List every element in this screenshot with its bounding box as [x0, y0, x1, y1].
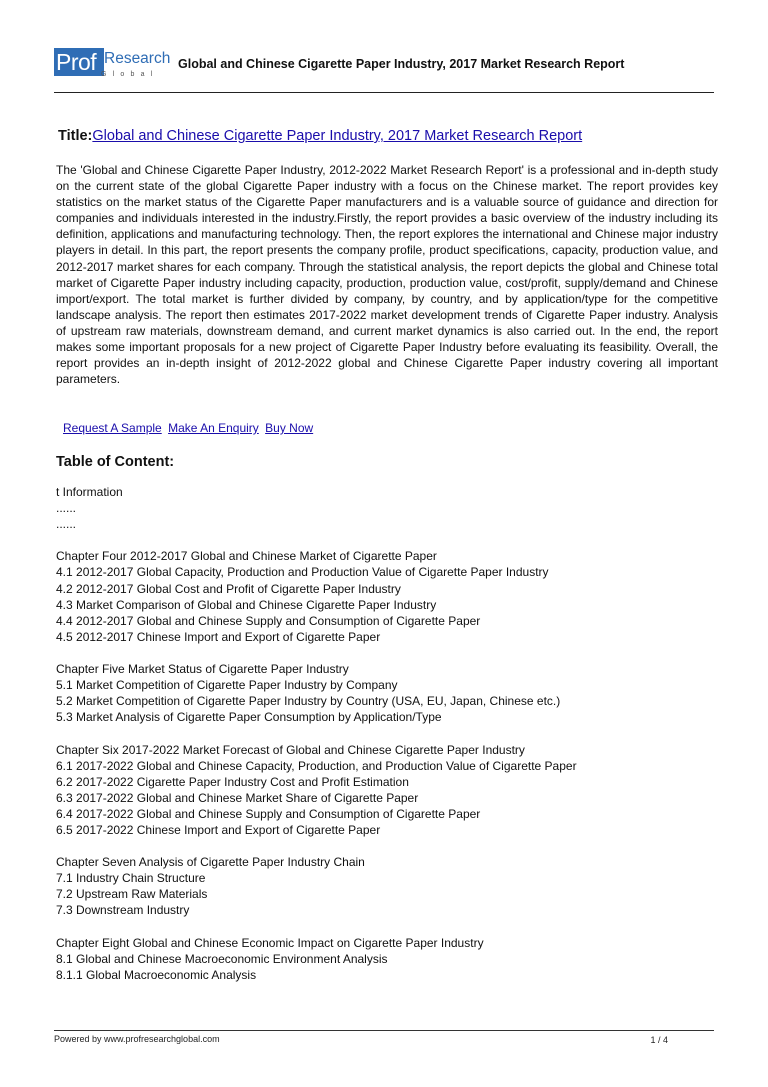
page-footer — [54, 1030, 714, 1044]
footer-page-number: 1 / 4 — [650, 1035, 668, 1045]
toc-line: 6.5 2017-2022 Chinese Import and Export of Cigarette Paper — [56, 822, 381, 837]
toc-heading: Table of Content: — [56, 454, 175, 470]
make-enquiry-link[interactable]: Make An Enquiry — [168, 421, 259, 435]
toc-line: ...... — [56, 501, 77, 516]
toc-line: 8.1.1 Global Macroeconomic Analysis — [56, 967, 257, 982]
toc-line: 5.2 Market Competition of Cigarette Paper Industry by Country (USA, EU, Japan, Chinese etc.) — [56, 694, 561, 709]
toc-line: Chapter Four 2012-2017 Global and Chinese Market of Cigarette Paper — [56, 549, 437, 564]
toc-spacer — [56, 645, 716, 661]
toc-line: Chapter Five Market Status of Cigarette Paper Industry — [56, 662, 349, 677]
toc-line: 7.2 Upstream Raw Materials — [56, 887, 208, 902]
logo-tagline: Global — [101, 71, 159, 78]
toc-line: 6.3 2017-2022 Global and Chinese Market Share of Cigarette Paper — [56, 790, 419, 805]
toc-spacer — [56, 725, 716, 741]
toc-line: Chapter Seven Analysis of Cigarette Paper Industry Chain — [56, 855, 365, 870]
logo-prof-mark: Prof — [54, 48, 104, 76]
toc-spacer — [56, 532, 716, 548]
toc-line: 7.3 Downstream Industry — [56, 903, 190, 918]
title-label: Title: — [58, 128, 93, 144]
toc-line: 5.1 Market Competition of Cigarette Paper Industry by Company — [56, 678, 398, 693]
toc-line: 6.2 2017-2022 Cigarette Paper Industry Cost and Profit Estimation — [56, 774, 409, 789]
action-links — [63, 421, 316, 435]
toc-line: 4.1 2012-2017 Global Capacity, Production and Production Value of Cigarette Paper Industry — [56, 565, 549, 580]
footer-powered-by: Powered by www.profresearchglobal.com — [54, 1034, 220, 1044]
toc-line: 4.2 2012-2017 Global Cost and Profit of Cigarette Paper Industry — [56, 581, 401, 596]
profresearch-logo[interactable] — [54, 47, 171, 87]
page-header — [54, 47, 714, 93]
report-abstract: The 'Global and Chinese Cigarette Paper Industry, 2012-2022 Market Research Report' is a professional and in-depth study on the current state of the global Cigarette Paper industry with a focus on the Chinese market. The report provides key statistics on the market status of the Cigarette Paper manufacturers and is a valuable source of guidance and direction for companies and individuals interested in the industry.Firstly, the report provides a basic overview of the industry including its definition, applications and manufacturing technology. Then, the report explores the international and Chinese major industry players in detail. In this part, the report presents the company profile, product specifications, capacity, production value, and 2012-2017 market shares for each company. Through the statistical analysis, the report depicts the global and Chinese total market of Cigarette Paper industry including capacity, production, production value, cost/profit, supply/demand and Chinese import/export. The total market is further divided by company, by country, and by application/type for the competitive landscape analysis. The report then estimates 2017-2022 market development trends of Cigarette Paper industry. Analysis of upstream raw materials, downstream demand, and current market dynamics is also carried out. In the end, the report makes some important proposals for a new project of Cigarette Paper Industry before evaluating its feasibility. Overall, the report provides an in-depth insight of 2012-2022 global and Chinese Cigarette Paper industry covering all important parameters. — [56, 163, 718, 387]
toc-line: 6.1 2017-2022 Global and Chinese Capacity, Production, and Production Value of Cigarette Paper — [56, 758, 577, 773]
toc-line: Chapter Eight Global and Chinese Economic Impact on Cigarette Paper Industry — [56, 935, 484, 950]
table-of-content — [56, 484, 716, 983]
request-sample-link[interactable]: Request A Sample — [63, 421, 162, 435]
header-title: Global and Chinese Cigarette Paper Industry, 2017 Market Research Report — [178, 57, 625, 71]
toc-line: t Information — [56, 485, 123, 499]
toc-line: 4.5 2012-2017 Chinese Import and Export of Cigarette Paper — [56, 629, 381, 644]
toc-line: Chapter Six 2017-2022 Market Forecast of Global and Chinese Cigarette Paper Industry — [56, 742, 525, 757]
buy-now-link[interactable]: Buy Now — [265, 421, 314, 435]
toc-line: 4.3 Market Comparison of Global and Chinese Cigarette Paper Industry — [56, 597, 437, 612]
toc-spacer — [56, 919, 716, 935]
toc-line: 4.4 2012-2017 Global and Chinese Supply and Consumption of Cigarette Paper — [56, 613, 481, 628]
logo-research-text: Research — [104, 50, 171, 67]
toc-line: 6.4 2017-2022 Global and Chinese Supply and Consumption of Cigarette Paper — [56, 806, 481, 821]
toc-line: 5.3 Market Analysis of Cigarette Paper Consumption by Application/Type — [56, 710, 442, 725]
toc-spacer — [56, 838, 716, 854]
report-title-row — [58, 128, 582, 144]
toc-line: ...... — [56, 517, 77, 532]
report-title-link[interactable]: Global and Chinese Cigarette Paper Industry, 2017 Market Research Report — [92, 128, 583, 144]
toc-line: 8.1 Global and Chinese Macroeconomic Environment Analysis — [56, 951, 388, 966]
toc-line: 7.1 Industry Chain Structure — [56, 871, 206, 886]
